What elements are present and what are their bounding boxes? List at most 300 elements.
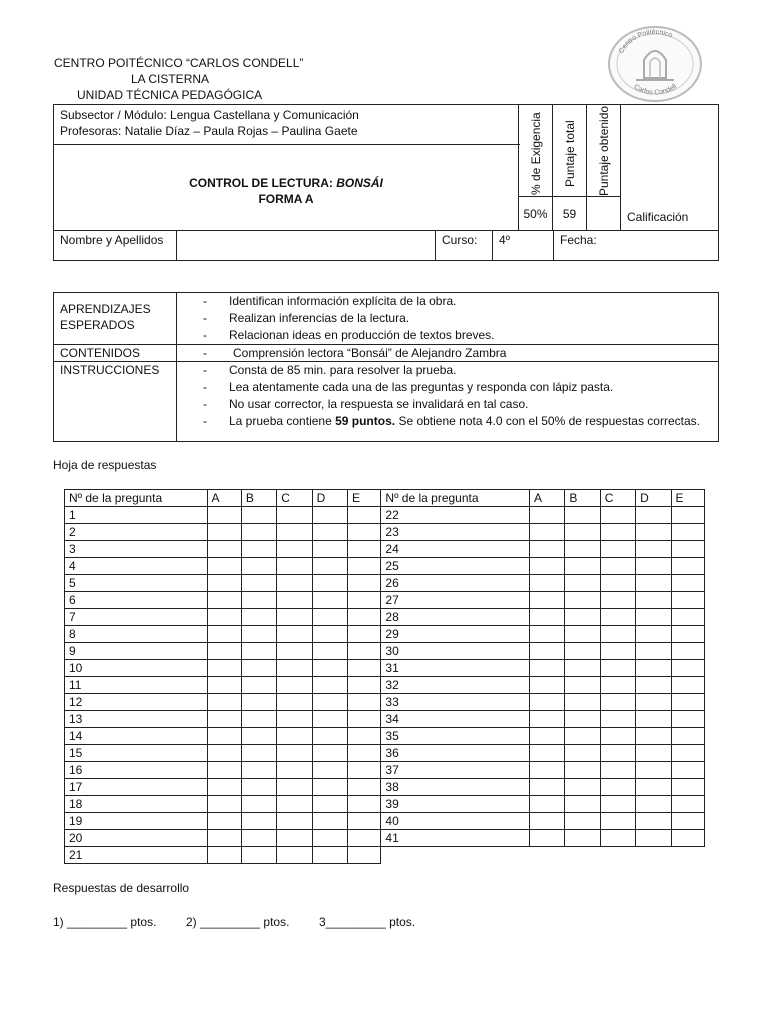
answer-cell[interactable]	[348, 779, 381, 796]
table-row	[65, 507, 705, 524]
answer-cell[interactable]	[530, 779, 565, 796]
answer-cell[interactable]	[312, 507, 347, 524]
answer-cell[interactable]	[312, 728, 347, 745]
question-number: 7	[65, 609, 208, 626]
answer-cell[interactable]	[530, 694, 565, 711]
answer-cell[interactable]	[207, 660, 241, 677]
answer-cell[interactable]	[241, 541, 276, 558]
answer-cell[interactable]	[348, 660, 381, 677]
answer-cell[interactable]	[671, 626, 704, 643]
answer-cell[interactable]	[207, 762, 241, 779]
answer-cell[interactable]	[207, 524, 241, 541]
answer-cell[interactable]	[636, 626, 671, 643]
development-item-1[interactable]: 1) _________ ptos.	[53, 915, 157, 929]
answer-cell[interactable]	[565, 575, 600, 592]
table-row	[65, 677, 705, 694]
answer-cell[interactable]	[207, 507, 241, 524]
table-row	[65, 779, 705, 796]
answer-cell[interactable]	[348, 609, 381, 626]
answer-cell[interactable]	[530, 762, 565, 779]
answer-cell[interactable]	[277, 541, 312, 558]
answer-cell[interactable]	[636, 541, 671, 558]
answer-cell[interactable]	[241, 524, 276, 541]
answer-cell[interactable]	[671, 541, 704, 558]
answer-cell[interactable]	[530, 507, 565, 524]
answer-cell[interactable]	[530, 643, 565, 660]
question-number: 17	[65, 779, 208, 796]
puntaje-total-value: 59	[553, 197, 587, 231]
answer-cell[interactable]	[565, 541, 600, 558]
logo-text-top: Centro Politécnico	[618, 28, 674, 55]
answer-cell[interactable]	[600, 626, 635, 643]
answer-cell[interactable]	[565, 524, 600, 541]
answer-cell[interactable]	[348, 507, 381, 524]
answer-cell[interactable]	[241, 609, 276, 626]
answer-cell[interactable]	[600, 745, 635, 762]
answer-cell[interactable]	[600, 524, 635, 541]
answer-cell[interactable]	[671, 575, 704, 592]
curso-label: Curso:	[436, 231, 493, 261]
answer-cell[interactable]	[277, 779, 312, 796]
question-number: 32	[381, 677, 530, 694]
question-number: 8	[65, 626, 208, 643]
answer-cell[interactable]	[312, 847, 347, 864]
col-option-b: B	[241, 490, 276, 507]
answer-cell[interactable]	[636, 643, 671, 660]
answer-cell[interactable]	[636, 745, 671, 762]
answer-cell[interactable]	[277, 592, 312, 609]
answer-cell[interactable]	[241, 592, 276, 609]
question-number: 24	[381, 541, 530, 558]
answer-cell[interactable]	[277, 813, 312, 830]
answer-cell[interactable]	[565, 643, 600, 660]
answer-cell[interactable]	[312, 813, 347, 830]
answer-cell[interactable]	[348, 813, 381, 830]
answer-cell[interactable]	[671, 745, 704, 762]
answer-cell[interactable]	[207, 847, 241, 864]
answer-cell[interactable]	[241, 830, 276, 847]
question-number: 26	[381, 575, 530, 592]
calificacion-cell	[621, 105, 719, 231]
answer-cell[interactable]	[207, 592, 241, 609]
exigencia-label: % de Exigencia	[528, 112, 543, 196]
answer-cell[interactable]	[565, 728, 600, 745]
col-option-b-right: B	[565, 490, 600, 507]
answer-cell[interactable]	[207, 796, 241, 813]
answer-cell[interactable]	[600, 813, 635, 830]
answer-cell[interactable]	[348, 592, 381, 609]
table-row	[65, 830, 705, 847]
answer-cell[interactable]	[671, 762, 704, 779]
col-option-a: A	[207, 490, 241, 507]
answer-cell[interactable]	[636, 830, 671, 847]
answer-cell[interactable]	[241, 728, 276, 745]
col-question-left: Nº de la pregunta	[65, 490, 208, 507]
answer-cell[interactable]	[530, 813, 565, 830]
answer-cell[interactable]	[241, 660, 276, 677]
answer-cell[interactable]	[348, 762, 381, 779]
answer-cell[interactable]	[600, 660, 635, 677]
fecha-label: Fecha:	[560, 233, 597, 247]
answer-cell[interactable]	[636, 779, 671, 796]
answer-cell[interactable]	[565, 677, 600, 694]
question-number: 11	[65, 677, 208, 694]
answer-cell[interactable]	[277, 507, 312, 524]
table-row	[65, 813, 705, 830]
answer-cell[interactable]	[565, 830, 600, 847]
school-name: CENTRO POITÉCNICO “CARLOS CONDELL”	[54, 56, 304, 70]
answer-cell[interactable]	[241, 711, 276, 728]
answer-cell[interactable]	[348, 796, 381, 813]
contenidos-label: CONTENIDOS	[54, 345, 177, 362]
answer-cell[interactable]	[207, 694, 241, 711]
answer-cell[interactable]	[671, 592, 704, 609]
answer-cell[interactable]	[348, 711, 381, 728]
answer-cell[interactable]	[636, 728, 671, 745]
answer-cell[interactable]	[277, 643, 312, 660]
aprendizajes-label-2: ESPERADOS	[60, 318, 135, 332]
answer-cell[interactable]	[241, 779, 276, 796]
exam-title	[60, 175, 512, 191]
answer-cell[interactable]	[636, 660, 671, 677]
answer-cell[interactable]	[530, 609, 565, 626]
answer-cell[interactable]	[277, 626, 312, 643]
answer-cell[interactable]	[636, 524, 671, 541]
question-number: 36	[381, 745, 530, 762]
answer-cell[interactable]	[312, 694, 347, 711]
answer-cell[interactable]	[671, 660, 704, 677]
question-number: 10	[65, 660, 208, 677]
exam-title-cell	[54, 145, 519, 231]
empty-space	[381, 847, 705, 864]
answer-cell[interactable]	[565, 796, 600, 813]
answer-cell[interactable]	[312, 541, 347, 558]
answer-cell[interactable]	[671, 813, 704, 830]
answer-cell[interactable]	[671, 830, 704, 847]
instruccion-item: - No usar corrector, la respuesta se invalidará en tal caso.	[203, 397, 529, 411]
puntaje-total-label: Puntaje total	[562, 120, 577, 188]
answer-cell[interactable]	[207, 609, 241, 626]
answer-cell[interactable]	[277, 830, 312, 847]
answer-cell[interactable]	[565, 813, 600, 830]
answer-cell[interactable]	[348, 541, 381, 558]
answer-cell[interactable]	[312, 677, 347, 694]
answer-cell[interactable]	[348, 677, 381, 694]
answer-cell[interactable]	[207, 779, 241, 796]
exam-info-table	[53, 104, 719, 231]
answer-cell[interactable]	[671, 643, 704, 660]
answer-cell[interactable]	[636, 796, 671, 813]
answer-cell[interactable]	[600, 779, 635, 796]
answer-cell[interactable]	[207, 558, 241, 575]
exigencia-value: 50%	[519, 197, 553, 231]
answer-cell[interactable]	[277, 745, 312, 762]
answer-cell[interactable]	[636, 575, 671, 592]
answer-cell[interactable]	[277, 694, 312, 711]
answer-cell[interactable]	[312, 626, 347, 643]
question-number: 41	[381, 830, 530, 847]
aprendizaje-item: - Identifican información explícita de la obra.	[203, 294, 457, 308]
answer-cell[interactable]	[600, 558, 635, 575]
col-option-e-right: E	[671, 490, 704, 507]
answer-cell[interactable]	[600, 575, 635, 592]
answer-cell[interactable]	[671, 558, 704, 575]
answer-cell[interactable]	[241, 847, 276, 864]
table-row	[65, 575, 705, 592]
answer-cell[interactable]	[671, 609, 704, 626]
answer-cell[interactable]	[565, 711, 600, 728]
answer-cell[interactable]	[636, 507, 671, 524]
calificacion-label: Calificación	[627, 210, 689, 224]
answer-cell[interactable]	[277, 711, 312, 728]
answer-sheet-title: Hoja de respuestas	[53, 458, 157, 472]
answer-cell[interactable]	[312, 762, 347, 779]
answer-cell[interactable]	[671, 507, 704, 524]
answer-cell[interactable]	[600, 677, 635, 694]
answer-cell[interactable]	[348, 524, 381, 541]
answer-cell[interactable]	[565, 592, 600, 609]
answer-cell[interactable]	[241, 575, 276, 592]
answer-cell[interactable]	[565, 609, 600, 626]
answer-cell[interactable]	[207, 813, 241, 830]
answer-cell[interactable]	[277, 847, 312, 864]
question-number: 22	[381, 507, 530, 524]
answer-cell[interactable]	[671, 524, 704, 541]
answer-cell[interactable]	[277, 796, 312, 813]
answer-cell[interactable]	[530, 830, 565, 847]
answer-cell[interactable]	[277, 524, 312, 541]
answer-cell[interactable]	[207, 643, 241, 660]
answer-cell[interactable]	[600, 541, 635, 558]
question-number: 23	[381, 524, 530, 541]
col-option-d-right: D	[636, 490, 671, 507]
answer-cell[interactable]	[312, 609, 347, 626]
answer-cell[interactable]	[277, 728, 312, 745]
aprendizajes-list-cell	[177, 293, 719, 345]
answer-cell[interactable]	[565, 779, 600, 796]
answer-cell[interactable]	[530, 524, 565, 541]
answer-cell[interactable]	[671, 677, 704, 694]
answer-cell[interactable]	[312, 830, 347, 847]
answer-cell[interactable]	[530, 575, 565, 592]
student-row-table	[53, 230, 719, 261]
answer-cell[interactable]	[241, 745, 276, 762]
answer-cell[interactable]	[312, 524, 347, 541]
answer-cell[interactable]	[348, 728, 381, 745]
answer-cell[interactable]	[312, 711, 347, 728]
answer-cell[interactable]	[241, 813, 276, 830]
answer-cell[interactable]	[565, 745, 600, 762]
answer-cell[interactable]	[207, 626, 241, 643]
answer-cell[interactable]	[348, 830, 381, 847]
answer-cell[interactable]	[600, 830, 635, 847]
answer-cell[interactable]	[312, 660, 347, 677]
answer-cell[interactable]	[600, 609, 635, 626]
answer-cell[interactable]	[207, 830, 241, 847]
instrucciones-label: INSTRUCCIONES	[54, 362, 177, 442]
table-row	[65, 609, 705, 626]
logo-text-bottom: Carlos Condell	[632, 83, 679, 97]
answer-cell[interactable]	[207, 677, 241, 694]
answer-cell[interactable]	[312, 796, 347, 813]
question-number: 25	[381, 558, 530, 575]
table-row	[65, 847, 705, 864]
fecha-field[interactable]	[554, 231, 719, 261]
answer-cell[interactable]	[312, 575, 347, 592]
question-number: 19	[65, 813, 208, 830]
school-district: LA CISTERNA	[131, 72, 210, 86]
instrucciones-list-cell	[177, 362, 719, 442]
answer-cell[interactable]	[600, 762, 635, 779]
answer-cell[interactable]	[530, 558, 565, 575]
answer-cell[interactable]	[207, 575, 241, 592]
answer-cell[interactable]	[207, 728, 241, 745]
answer-cell[interactable]	[277, 575, 312, 592]
answer-cell[interactable]	[207, 745, 241, 762]
answer-cell[interactable]	[241, 643, 276, 660]
curso-value[interactable]: 4º	[493, 231, 554, 261]
answer-cell[interactable]	[636, 677, 671, 694]
answer-cell[interactable]	[241, 796, 276, 813]
answer-cell[interactable]	[565, 694, 600, 711]
learning-table	[53, 292, 719, 442]
question-number: 2	[65, 524, 208, 541]
answer-cell[interactable]	[565, 558, 600, 575]
col-option-c: C	[277, 490, 312, 507]
answer-cell[interactable]	[530, 711, 565, 728]
answer-cell[interactable]	[312, 779, 347, 796]
teachers-text: Profesoras: Natalie Díaz – Paula Rojas – Paulina Gaete	[60, 124, 358, 138]
table-row	[65, 796, 705, 813]
answer-cell[interactable]	[207, 541, 241, 558]
answer-cell[interactable]	[348, 626, 381, 643]
instruccion-item: - Lea atentamente cada una de las preguntas y responda con lápiz pasta.	[203, 380, 614, 394]
answer-cell[interactable]	[530, 728, 565, 745]
question-number: 16	[65, 762, 208, 779]
question-number: 15	[65, 745, 208, 762]
subsector-text: Subsector / Módulo: Lengua Castellana y Comunicación	[60, 108, 359, 122]
development-item-2[interactable]: 2) _________ ptos.	[186, 915, 290, 929]
answer-cell[interactable]	[671, 694, 704, 711]
answer-cell[interactable]	[600, 507, 635, 524]
answer-cell[interactable]	[277, 609, 312, 626]
answer-cell[interactable]	[241, 558, 276, 575]
question-number: 39	[381, 796, 530, 813]
answer-cell[interactable]	[565, 762, 600, 779]
contenidos-text: Comprensión lectora “Bonsái” de Alejandro Zambra	[233, 346, 507, 360]
answer-cell[interactable]	[530, 796, 565, 813]
answer-cell[interactable]	[530, 592, 565, 609]
answer-cell[interactable]	[600, 694, 635, 711]
answer-cell[interactable]	[348, 847, 381, 864]
answer-cell[interactable]	[241, 762, 276, 779]
school-unit: UNIDAD TÉCNICA PEDAGÓGICA	[77, 88, 263, 102]
answer-cell[interactable]	[600, 711, 635, 728]
question-number: 20	[65, 830, 208, 847]
answer-cell[interactable]	[348, 745, 381, 762]
answer-cell[interactable]	[348, 643, 381, 660]
question-number: 31	[381, 660, 530, 677]
question-number: 30	[381, 643, 530, 660]
answer-cell[interactable]	[565, 626, 600, 643]
answer-cell[interactable]	[671, 728, 704, 745]
answer-cell[interactable]	[277, 762, 312, 779]
answer-cell[interactable]	[565, 660, 600, 677]
answer-cell[interactable]	[277, 660, 312, 677]
answer-cell[interactable]	[636, 558, 671, 575]
answer-cell[interactable]	[530, 677, 565, 694]
development-item-3[interactable]: 3_________ ptos.	[319, 915, 416, 929]
answer-cell[interactable]	[600, 643, 635, 660]
answer-cell[interactable]	[312, 558, 347, 575]
answer-cell[interactable]	[348, 575, 381, 592]
answer-cell[interactable]	[600, 592, 635, 609]
answer-cell[interactable]	[348, 558, 381, 575]
answer-cell[interactable]	[241, 626, 276, 643]
question-number: 37	[381, 762, 530, 779]
answer-cell[interactable]	[636, 609, 671, 626]
answer-cell[interactable]	[600, 728, 635, 745]
question-number: 34	[381, 711, 530, 728]
answer-cell[interactable]	[600, 796, 635, 813]
question-number: 14	[65, 728, 208, 745]
question-number: 38	[381, 779, 530, 796]
answer-cell[interactable]	[636, 711, 671, 728]
answer-cell[interactable]	[241, 677, 276, 694]
answer-cell[interactable]	[671, 779, 704, 796]
answer-cell[interactable]	[241, 507, 276, 524]
answer-cell[interactable]	[207, 711, 241, 728]
answer-cell[interactable]	[565, 507, 600, 524]
aprendizajes-label-cell	[54, 293, 177, 345]
answer-cell[interactable]	[636, 813, 671, 830]
puntaje-obtenido-value[interactable]	[587, 197, 621, 231]
answer-cell[interactable]	[241, 694, 276, 711]
aprendizaje-item: - Relacionan ideas en producción de textos breves.	[203, 328, 495, 342]
answer-cell[interactable]	[636, 694, 671, 711]
answer-cell[interactable]	[636, 592, 671, 609]
question-number: 1	[65, 507, 208, 524]
answer-cell[interactable]	[671, 796, 704, 813]
exam-title-book: BONSÁI	[336, 175, 383, 190]
answer-cell[interactable]	[530, 626, 565, 643]
exigencia-header	[519, 105, 553, 197]
table-row	[65, 711, 705, 728]
question-number: 18	[65, 796, 208, 813]
puntaje-obtenido-label: Puntaje obtenido	[596, 105, 611, 196]
question-number: 27	[381, 592, 530, 609]
aprendizaje-item: - Realizan inferencias de la lectura.	[203, 311, 410, 325]
nombre-label: Nombre y Apellidos	[54, 231, 177, 261]
answer-cell[interactable]	[312, 643, 347, 660]
answer-cell[interactable]	[312, 745, 347, 762]
answer-cell[interactable]	[530, 745, 565, 762]
answer-cell[interactable]	[671, 711, 704, 728]
answer-cell[interactable]	[312, 592, 347, 609]
answer-cell[interactable]	[277, 558, 312, 575]
answer-cell[interactable]	[348, 694, 381, 711]
question-number: 12	[65, 694, 208, 711]
col-option-d: D	[312, 490, 347, 507]
answer-cell[interactable]	[530, 541, 565, 558]
answer-cell[interactable]	[530, 660, 565, 677]
question-number: 5	[65, 575, 208, 592]
question-number: 28	[381, 609, 530, 626]
answer-cell[interactable]	[636, 762, 671, 779]
question-number: 9	[65, 643, 208, 660]
nombre-field[interactable]	[177, 231, 436, 261]
answer-cell[interactable]	[277, 677, 312, 694]
